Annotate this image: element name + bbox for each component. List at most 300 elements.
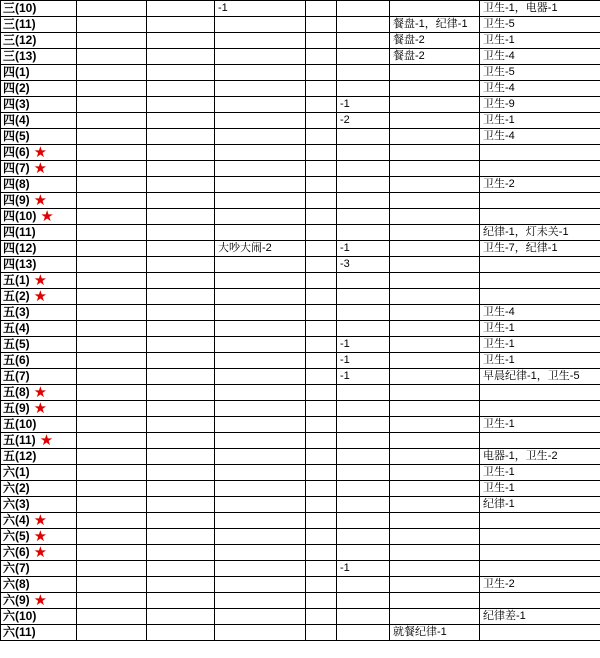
table-cell-col8[interactable] [480, 401, 600, 417]
table-cell-col6[interactable]: -3 [337, 257, 390, 273]
class-name-cell[interactable] [1, 49, 77, 65]
table-cell-col3[interactable] [147, 161, 215, 177]
table-cell-col4[interactable] [215, 49, 306, 65]
table-cell-col5[interactable] [306, 433, 337, 449]
table-cell-col2[interactable] [77, 609, 147, 625]
table-cell-col6[interactable] [337, 529, 390, 545]
table-cell-col5[interactable] [306, 65, 337, 81]
table-cell-col6[interactable] [337, 1, 390, 17]
table-cell-col2[interactable] [77, 353, 147, 369]
table-cell-col4[interactable] [215, 33, 306, 49]
table-cell-col6[interactable]: -1 [337, 561, 390, 577]
table-cell-col4[interactable] [215, 321, 306, 337]
table-cell-col4[interactable] [215, 369, 306, 385]
table-cell-col6[interactable]: -1 [337, 337, 390, 353]
table-cell-col4[interactable] [215, 129, 306, 145]
table-cell-col5[interactable] [306, 481, 337, 497]
table-cell-col2[interactable] [77, 81, 147, 97]
table-cell-col5[interactable] [306, 49, 337, 65]
table-cell-col2[interactable] [77, 97, 147, 113]
table-cell-col5[interactable] [306, 417, 337, 433]
table-cell-col4[interactable] [215, 289, 306, 305]
table-cell-col2[interactable] [77, 513, 147, 529]
table-cell-col7[interactable] [390, 385, 480, 401]
table-cell-col3[interactable] [147, 225, 215, 241]
table-cell-col3[interactable] [147, 625, 215, 641]
table-cell-col2[interactable] [77, 369, 147, 385]
table-cell-col7[interactable] [390, 417, 480, 433]
table-cell-col6[interactable] [337, 305, 390, 321]
table-cell-col2[interactable] [77, 17, 147, 33]
table-cell-col4[interactable] [215, 81, 306, 97]
table-cell-col7[interactable] [390, 337, 480, 353]
table-cell-col8[interactable] [480, 593, 600, 609]
table-cell-col5[interactable] [306, 625, 337, 641]
table-cell-col2[interactable] [77, 177, 147, 193]
table-cell-col8[interactable]: 卫生-2 [480, 577, 600, 593]
table-cell-col8[interactable]: 卫生-1 [480, 33, 600, 49]
table-cell-col3[interactable] [147, 353, 215, 369]
table-cell-col4[interactable] [215, 417, 306, 433]
table-cell-col3[interactable] [147, 577, 215, 593]
table-cell-col7[interactable] [390, 97, 480, 113]
table-cell-col7[interactable] [390, 433, 480, 449]
table-cell-col3[interactable] [147, 209, 215, 225]
table-cell-col4[interactable] [215, 401, 306, 417]
table-cell-col3[interactable] [147, 177, 215, 193]
table-cell-col5[interactable] [306, 465, 337, 481]
table-cell-col5[interactable] [306, 353, 337, 369]
table-cell-col4[interactable] [215, 481, 306, 497]
table-cell-col6[interactable]: -2 [337, 113, 390, 129]
table-cell-col7[interactable] [390, 65, 480, 81]
table-cell-col7[interactable] [390, 161, 480, 177]
table-cell-col4[interactable] [215, 145, 306, 161]
table-cell-col4[interactable]: 大吵大闹-2 [215, 241, 306, 257]
table-cell-col8[interactable]: 卫生-1 [480, 321, 600, 337]
table-cell-col5[interactable] [306, 369, 337, 385]
table-cell-col8[interactable]: 卫生-4 [480, 305, 600, 321]
table-cell-col6[interactable] [337, 577, 390, 593]
table-cell-col5[interactable] [306, 609, 337, 625]
table-cell-col7[interactable] [390, 609, 480, 625]
table-cell-col2[interactable] [77, 545, 147, 561]
table-cell-col3[interactable] [147, 529, 215, 545]
table-cell-col7[interactable]: 就餐纪律-1 [390, 625, 480, 641]
table-cell-col6[interactable] [337, 321, 390, 337]
class-name-cell[interactable] [1, 17, 77, 33]
table-cell-col8[interactable]: 卫生-2 [480, 177, 600, 193]
table-cell-col6[interactable] [337, 417, 390, 433]
table-cell-col7[interactable]: 餐盘-2 [390, 33, 480, 49]
table-cell-col8[interactable] [480, 289, 600, 305]
table-cell-col3[interactable] [147, 337, 215, 353]
table-cell-col8[interactable]: 卫生-4 [480, 81, 600, 97]
table-cell-col5[interactable] [306, 545, 337, 561]
table-cell-col4[interactable] [215, 497, 306, 513]
table-cell-col6[interactable] [337, 593, 390, 609]
table-cell-col3[interactable] [147, 33, 215, 49]
table-cell-col2[interactable] [77, 33, 147, 49]
table-cell-col4[interactable] [215, 273, 306, 289]
class-name-cell[interactable] [1, 225, 77, 241]
table-cell-col8[interactable]: 卫生-5 [480, 65, 600, 81]
class-name-cell[interactable] [1, 497, 77, 513]
class-name-cell[interactable] [1, 161, 77, 177]
class-name-cell[interactable] [1, 417, 77, 433]
table-cell-col3[interactable] [147, 385, 215, 401]
table-cell-col2[interactable] [77, 417, 147, 433]
table-cell-col4[interactable] [215, 257, 306, 273]
table-cell-col5[interactable] [306, 593, 337, 609]
table-cell-col2[interactable] [77, 337, 147, 353]
table-cell-col3[interactable] [147, 545, 215, 561]
table-cell-col7[interactable] [390, 401, 480, 417]
table-cell-col5[interactable] [306, 193, 337, 209]
table-cell-col2[interactable] [77, 241, 147, 257]
table-cell-col2[interactable] [77, 529, 147, 545]
table-cell-col6[interactable] [337, 65, 390, 81]
table-cell-col3[interactable] [147, 369, 215, 385]
class-name-cell[interactable] [1, 561, 77, 577]
table-cell-col5[interactable] [306, 1, 337, 17]
table-cell-col5[interactable] [306, 81, 337, 97]
table-cell-col4[interactable] [215, 385, 306, 401]
table-cell-col5[interactable] [306, 385, 337, 401]
class-name-cell[interactable] [1, 65, 77, 81]
table-cell-col4[interactable] [215, 177, 306, 193]
table-cell-col3[interactable] [147, 433, 215, 449]
table-cell-col6[interactable]: -1 [337, 353, 390, 369]
class-name-cell[interactable] [1, 241, 77, 257]
class-name-cell[interactable] [1, 465, 77, 481]
table-cell-col5[interactable] [306, 177, 337, 193]
table-cell-col6[interactable] [337, 129, 390, 145]
table-cell-col8[interactable] [480, 561, 600, 577]
table-cell-col6[interactable] [337, 401, 390, 417]
table-cell-col2[interactable] [77, 145, 147, 161]
table-cell-col5[interactable] [306, 561, 337, 577]
table-cell-col4[interactable] [215, 625, 306, 641]
table-cell-col4[interactable] [215, 465, 306, 481]
table-cell-col7[interactable] [390, 289, 480, 305]
table-cell-col3[interactable] [147, 145, 215, 161]
table-cell-col6[interactable] [337, 81, 390, 97]
table-cell-col4[interactable] [215, 65, 306, 81]
table-cell-col2[interactable] [77, 49, 147, 65]
class-name-cell[interactable] [1, 369, 77, 385]
table-cell-col4[interactable] [215, 161, 306, 177]
table-cell-col7[interactable] [390, 481, 480, 497]
table-cell-col8[interactable] [480, 433, 600, 449]
table-cell-col2[interactable] [77, 273, 147, 289]
table-cell-col4[interactable] [215, 529, 306, 545]
table-cell-col5[interactable] [306, 337, 337, 353]
table-cell-col8[interactable] [480, 625, 600, 641]
table-cell-col7[interactable] [390, 225, 480, 241]
table-cell-col4[interactable] [215, 113, 306, 129]
table-cell-col6[interactable] [337, 625, 390, 641]
table-cell-col4[interactable] [215, 609, 306, 625]
table-cell-col7[interactable] [390, 193, 480, 209]
class-name-cell[interactable] [1, 81, 77, 97]
table-cell-col8[interactable] [480, 529, 600, 545]
table-cell-col7[interactable] [390, 81, 480, 97]
class-name-cell[interactable] [1, 513, 77, 529]
table-cell-col3[interactable] [147, 49, 215, 65]
table-cell-col8[interactable] [480, 257, 600, 273]
table-cell-col4[interactable] [215, 209, 306, 225]
table-cell-col6[interactable] [337, 465, 390, 481]
class-name-cell[interactable] [1, 1, 77, 17]
table-cell-col2[interactable] [77, 193, 147, 209]
table-cell-col5[interactable] [306, 401, 337, 417]
table-cell-col6[interactable] [337, 609, 390, 625]
table-cell-col5[interactable] [306, 305, 337, 321]
table-cell-col7[interactable] [390, 273, 480, 289]
table-cell-col8[interactable]: 卫生-1 [480, 481, 600, 497]
table-cell-col3[interactable] [147, 449, 215, 465]
table-cell-col5[interactable] [306, 209, 337, 225]
table-cell-col7[interactable] [390, 561, 480, 577]
table-cell-col6[interactable] [337, 17, 390, 33]
table-cell-col6[interactable] [337, 449, 390, 465]
table-cell-col7[interactable] [390, 545, 480, 561]
table-cell-col7[interactable]: 餐盘-2 [390, 49, 480, 65]
table-cell-col6[interactable] [337, 273, 390, 289]
table-cell-col8[interactable]: 卫生-4 [480, 129, 600, 145]
table-cell-col2[interactable] [77, 449, 147, 465]
table-cell-col6[interactable] [337, 289, 390, 305]
table-cell-col5[interactable] [306, 97, 337, 113]
table-cell-col8[interactable]: 卫生-5 [480, 17, 600, 33]
table-cell-col8[interactable]: 早晨纪律-1，卫生-5 [480, 369, 600, 385]
class-name-cell[interactable] [1, 177, 77, 193]
table-cell-col7[interactable] [390, 321, 480, 337]
table-cell-col2[interactable] [77, 625, 147, 641]
table-cell-col8[interactable]: 电器-1，卫生-2 [480, 449, 600, 465]
table-cell-col3[interactable] [147, 305, 215, 321]
table-cell-col8[interactable]: 卫生-1 [480, 465, 600, 481]
table-cell-col7[interactable] [390, 241, 480, 257]
table-cell-col3[interactable] [147, 481, 215, 497]
table-cell-col7[interactable] [390, 177, 480, 193]
table-cell-col2[interactable] [77, 113, 147, 129]
table-cell-col8[interactable]: 卫生-4 [480, 49, 600, 65]
table-cell-col4[interactable] [215, 17, 306, 33]
table-cell-col3[interactable] [147, 17, 215, 33]
class-name-cell[interactable] [1, 353, 77, 369]
class-name-cell[interactable] [1, 577, 77, 593]
table-cell-col6[interactable] [337, 33, 390, 49]
table-cell-col2[interactable] [77, 209, 147, 225]
table-cell-col4[interactable] [215, 305, 306, 321]
table-cell-col2[interactable] [77, 65, 147, 81]
table-cell-col7[interactable] [390, 257, 480, 273]
table-cell-col8[interactable]: 卫生-1，电器-1 [480, 1, 600, 17]
table-cell-col8[interactable]: 纪律-1 [480, 497, 600, 513]
table-cell-col2[interactable] [77, 289, 147, 305]
table-cell-col7[interactable] [390, 353, 480, 369]
table-cell-col6[interactable] [337, 193, 390, 209]
table-cell-col7[interactable] [390, 593, 480, 609]
table-cell-col2[interactable] [77, 225, 147, 241]
table-cell-col5[interactable] [306, 577, 337, 593]
class-name-cell[interactable] [1, 305, 77, 321]
table-cell-col7[interactable] [390, 497, 480, 513]
class-name-cell[interactable] [1, 593, 77, 609]
class-name-cell[interactable] [1, 449, 77, 465]
table-cell-col7[interactable]: 餐盘-1，纪律-1 [390, 17, 480, 33]
table-cell-col8[interactable]: 卫生-1 [480, 353, 600, 369]
class-name-cell[interactable] [1, 209, 77, 225]
table-cell-col2[interactable] [77, 577, 147, 593]
table-cell-col6[interactable] [337, 545, 390, 561]
table-cell-col4[interactable] [215, 545, 306, 561]
class-name-cell[interactable] [1, 401, 77, 417]
table-cell-col3[interactable] [147, 401, 215, 417]
class-name-cell[interactable] [1, 385, 77, 401]
table-cell-col8[interactable]: 卫生-1 [480, 417, 600, 433]
table-cell-col4[interactable] [215, 97, 306, 113]
table-cell-col2[interactable] [77, 401, 147, 417]
table-cell-col8[interactable] [480, 545, 600, 561]
table-cell-col8[interactable] [480, 385, 600, 401]
table-cell-col4[interactable] [215, 337, 306, 353]
table-cell-col3[interactable] [147, 241, 215, 257]
table-cell-col7[interactable] [390, 145, 480, 161]
table-cell-col7[interactable] [390, 305, 480, 321]
table-cell-col4[interactable] [215, 433, 306, 449]
table-cell-col7[interactable] [390, 129, 480, 145]
class-name-cell[interactable] [1, 113, 77, 129]
table-cell-col8[interactable] [480, 193, 600, 209]
table-cell-col4[interactable] [215, 353, 306, 369]
table-cell-col6[interactable]: -1 [337, 369, 390, 385]
table-cell-col6[interactable]: -1 [337, 97, 390, 113]
table-cell-col3[interactable] [147, 113, 215, 129]
table-cell-col6[interactable]: -1 [337, 241, 390, 257]
table-cell-col6[interactable] [337, 145, 390, 161]
table-cell-col5[interactable] [306, 513, 337, 529]
table-cell-col6[interactable] [337, 225, 390, 241]
table-cell-col3[interactable] [147, 289, 215, 305]
table-cell-col6[interactable] [337, 161, 390, 177]
table-cell-col2[interactable] [77, 161, 147, 177]
table-cell-col8[interactable] [480, 145, 600, 161]
class-name-cell[interactable] [1, 33, 77, 49]
table-cell-col7[interactable] [390, 465, 480, 481]
table-cell-col3[interactable] [147, 129, 215, 145]
table-cell-col3[interactable] [147, 561, 215, 577]
table-cell-col5[interactable] [306, 225, 337, 241]
table-cell-col7[interactable] [390, 209, 480, 225]
table-cell-col4[interactable] [215, 225, 306, 241]
table-cell-col5[interactable] [306, 17, 337, 33]
table-cell-col5[interactable] [306, 33, 337, 49]
table-cell-col6[interactable] [337, 177, 390, 193]
class-name-cell[interactable] [1, 129, 77, 145]
table-cell-col5[interactable] [306, 161, 337, 177]
table-cell-col6[interactable] [337, 433, 390, 449]
table-cell-col5[interactable] [306, 529, 337, 545]
table-cell-col7[interactable] [390, 449, 480, 465]
table-cell-col4[interactable] [215, 593, 306, 609]
table-cell-col5[interactable] [306, 113, 337, 129]
table-cell-col4[interactable] [215, 561, 306, 577]
table-cell-col4[interactable] [215, 577, 306, 593]
table-cell-col3[interactable] [147, 1, 215, 17]
table-cell-col3[interactable] [147, 273, 215, 289]
table-cell-col2[interactable] [77, 385, 147, 401]
table-cell-col2[interactable] [77, 305, 147, 321]
table-cell-col8[interactable]: 卫生-9 [480, 97, 600, 113]
table-cell-col8[interactable]: 卫生-1 [480, 113, 600, 129]
table-cell-col6[interactable] [337, 481, 390, 497]
table-cell-col7[interactable] [390, 529, 480, 545]
table-cell-col6[interactable] [337, 209, 390, 225]
class-name-cell[interactable] [1, 289, 77, 305]
table-cell-col5[interactable] [306, 497, 337, 513]
table-cell-col3[interactable] [147, 497, 215, 513]
class-name-cell[interactable] [1, 321, 77, 337]
table-cell-col3[interactable] [147, 81, 215, 97]
table-cell-col2[interactable] [77, 593, 147, 609]
table-cell-col5[interactable] [306, 257, 337, 273]
table-cell-col3[interactable] [147, 465, 215, 481]
table-cell-col3[interactable] [147, 193, 215, 209]
table-cell-col2[interactable] [77, 497, 147, 513]
table-cell-col2[interactable] [77, 129, 147, 145]
table-cell-col5[interactable] [306, 145, 337, 161]
table-cell-col5[interactable] [306, 449, 337, 465]
table-cell-col3[interactable] [147, 417, 215, 433]
table-cell-col4[interactable] [215, 513, 306, 529]
table-cell-col6[interactable] [337, 497, 390, 513]
class-name-cell[interactable] [1, 337, 77, 353]
table-cell-col3[interactable] [147, 593, 215, 609]
table-cell-col6[interactable] [337, 49, 390, 65]
table-cell-col5[interactable] [306, 241, 337, 257]
class-name-cell[interactable] [1, 433, 77, 449]
table-cell-col8[interactable] [480, 513, 600, 529]
table-cell-col8[interactable]: 纪律-1，灯未关-1 [480, 225, 600, 241]
table-cell-col3[interactable] [147, 65, 215, 81]
table-cell-col5[interactable] [306, 129, 337, 145]
table-cell-col8[interactable]: 纪律差-1 [480, 609, 600, 625]
table-cell-col2[interactable] [77, 321, 147, 337]
table-cell-col5[interactable] [306, 321, 337, 337]
table-cell-col3[interactable] [147, 609, 215, 625]
table-cell-col4[interactable]: -1 [215, 1, 306, 17]
class-name-cell[interactable] [1, 545, 77, 561]
table-cell-col7[interactable] [390, 1, 480, 17]
table-cell-col8[interactable]: 卫生-7，纪律-1 [480, 241, 600, 257]
class-name-cell[interactable] [1, 257, 77, 273]
table-cell-col2[interactable] [77, 481, 147, 497]
table-cell-col2[interactable] [77, 561, 147, 577]
table-cell-col5[interactable] [306, 289, 337, 305]
table-cell-col8[interactable] [480, 209, 600, 225]
table-cell-col3[interactable] [147, 257, 215, 273]
table-cell-col7[interactable] [390, 577, 480, 593]
table-cell-col3[interactable] [147, 513, 215, 529]
table-cell-col2[interactable] [77, 257, 147, 273]
table-cell-col2[interactable] [77, 1, 147, 17]
table-cell-col6[interactable] [337, 513, 390, 529]
class-name-cell[interactable] [1, 529, 77, 545]
table-cell-col4[interactable] [215, 193, 306, 209]
